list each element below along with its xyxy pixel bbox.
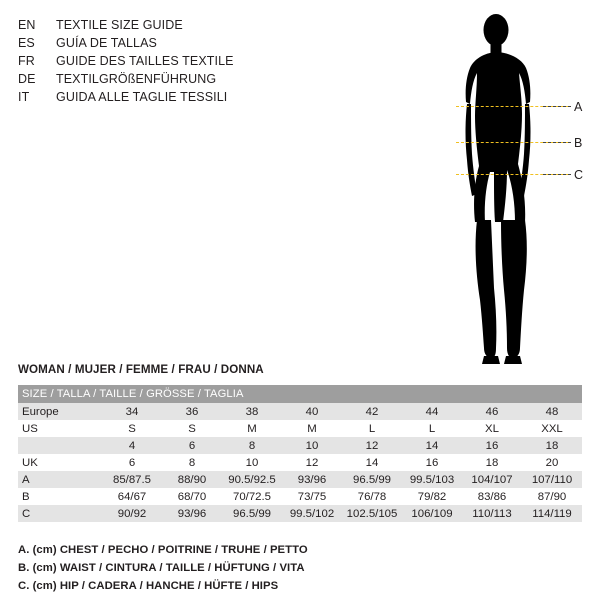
cell: 79/82 — [402, 488, 462, 505]
language-text-it: GUIDA ALLE TAGLIE TESSILI — [56, 90, 228, 104]
cell: 85/87.5 — [102, 471, 162, 488]
cell: 14 — [342, 454, 402, 471]
cell: 18 — [462, 454, 522, 471]
cell: XXL — [522, 420, 582, 437]
measure-tail-chest — [543, 106, 571, 107]
cell: 16 — [402, 454, 462, 471]
table-header-row — [18, 385, 582, 403]
cell: 114/119 — [522, 505, 582, 522]
row-label: US — [18, 420, 102, 437]
cell: 16 — [462, 437, 522, 454]
language-code-en: EN — [18, 18, 36, 32]
language-text-de: TEXTILGRÖßENFÜHRUNG — [56, 72, 217, 86]
cell: 96.5/99 — [342, 471, 402, 488]
cell: 40 — [282, 403, 342, 420]
figure-diagram — [430, 8, 590, 368]
cell: 42 — [342, 403, 402, 420]
measure-label-b: B — [574, 136, 583, 150]
cell: 12 — [282, 454, 342, 471]
cell: 93/96 — [162, 505, 222, 522]
cell: 6 — [162, 437, 222, 454]
cell: 99.5/103 — [402, 471, 462, 488]
table-header-label: SIZE / TALLA / TAILLE / GRÖSSE / TAGLIA — [18, 385, 582, 403]
cell: 83/86 — [462, 488, 522, 505]
row-label: C — [18, 505, 102, 522]
cell: XL — [462, 420, 522, 437]
row-label: B — [18, 488, 102, 505]
language-code-de: DE — [18, 72, 36, 86]
cell: 38 — [222, 403, 282, 420]
measure-tail-waist — [543, 142, 571, 143]
language-title-list — [18, 16, 318, 106]
cell: 88/90 — [162, 471, 222, 488]
female-silhouette-icon — [444, 8, 574, 368]
table-row — [18, 505, 582, 522]
table-row — [18, 420, 582, 437]
row-label: Europe — [18, 403, 102, 420]
language-code-es: ES — [18, 36, 35, 50]
table-row — [18, 437, 582, 454]
cell: 20 — [522, 454, 582, 471]
measure-label-c: C — [574, 168, 584, 182]
cell: 76/78 — [342, 488, 402, 505]
cell: S — [162, 420, 222, 437]
cell: 93/96 — [282, 471, 342, 488]
table-row — [18, 488, 582, 505]
cell: 4 — [102, 437, 162, 454]
cell: 46 — [462, 403, 522, 420]
row-label: UK — [18, 454, 102, 471]
measure-label-a: A — [574, 100, 583, 114]
cell: 6 — [102, 454, 162, 471]
cell: 48 — [522, 403, 582, 420]
cell: 14 — [402, 437, 462, 454]
cell: 99.5/102 — [282, 505, 342, 522]
row-label: A — [18, 471, 102, 488]
section-title: WOMAN / MUJER / FEMME / FRAU / DONNA — [18, 363, 264, 376]
cell: 68/70 — [162, 488, 222, 505]
legend-row-b: B. (cm) WAIST / CINTURA / TAILLE / HÜFTUNG / VITA — [18, 562, 305, 574]
cell: 12 — [342, 437, 402, 454]
cell: 70/72.5 — [222, 488, 282, 505]
cell: L — [402, 420, 462, 437]
language-text-es: GUÍA DE TALLAS — [56, 36, 157, 50]
language-text-fr: GUIDE DES TAILLES TEXTILE — [56, 54, 234, 68]
cell: 8 — [162, 454, 222, 471]
cell: 10 — [282, 437, 342, 454]
cell: 90/92 — [102, 505, 162, 522]
language-row-en — [18, 16, 318, 34]
language-row-de — [18, 70, 318, 88]
cell: 110/113 — [462, 505, 522, 522]
cell: 34 — [102, 403, 162, 420]
legend-row-a: A. (cm) CHEST / PECHO / POITRINE / TRUHE / PETTO — [18, 544, 308, 556]
table-row — [18, 403, 582, 420]
size-table — [18, 385, 582, 522]
language-code-it: IT — [18, 90, 30, 104]
cell: 102.5/105 — [342, 505, 402, 522]
cell: 107/110 — [522, 471, 582, 488]
cell: 44 — [402, 403, 462, 420]
cell: M — [282, 420, 342, 437]
cell: 87/90 — [522, 488, 582, 505]
language-code-fr: FR — [18, 54, 35, 68]
table-row — [18, 454, 582, 471]
cell: L — [342, 420, 402, 437]
language-row-it — [18, 88, 318, 106]
measure-tail-hip — [543, 174, 571, 175]
cell: S — [102, 420, 162, 437]
language-row-fr — [18, 52, 318, 70]
cell: 96.5/99 — [222, 505, 282, 522]
legend-row-c: C. (cm) HIP / CADERA / HANCHE / HÜFTE / HIPS — [18, 580, 279, 592]
measurement-legend — [18, 541, 578, 595]
cell: 104/107 — [462, 471, 522, 488]
cell: 36 — [162, 403, 222, 420]
cell: 64/67 — [102, 488, 162, 505]
cell: 106/109 — [402, 505, 462, 522]
cell: 10 — [222, 454, 282, 471]
cell: M — [222, 420, 282, 437]
cell: 73/75 — [282, 488, 342, 505]
table-row — [18, 471, 582, 488]
language-row-es — [18, 34, 318, 52]
row-label — [18, 437, 102, 454]
language-text-en: TEXTILE SIZE GUIDE — [56, 18, 183, 32]
cell: 90.5/92.5 — [222, 471, 282, 488]
cell: 8 — [222, 437, 282, 454]
cell: 18 — [522, 437, 582, 454]
